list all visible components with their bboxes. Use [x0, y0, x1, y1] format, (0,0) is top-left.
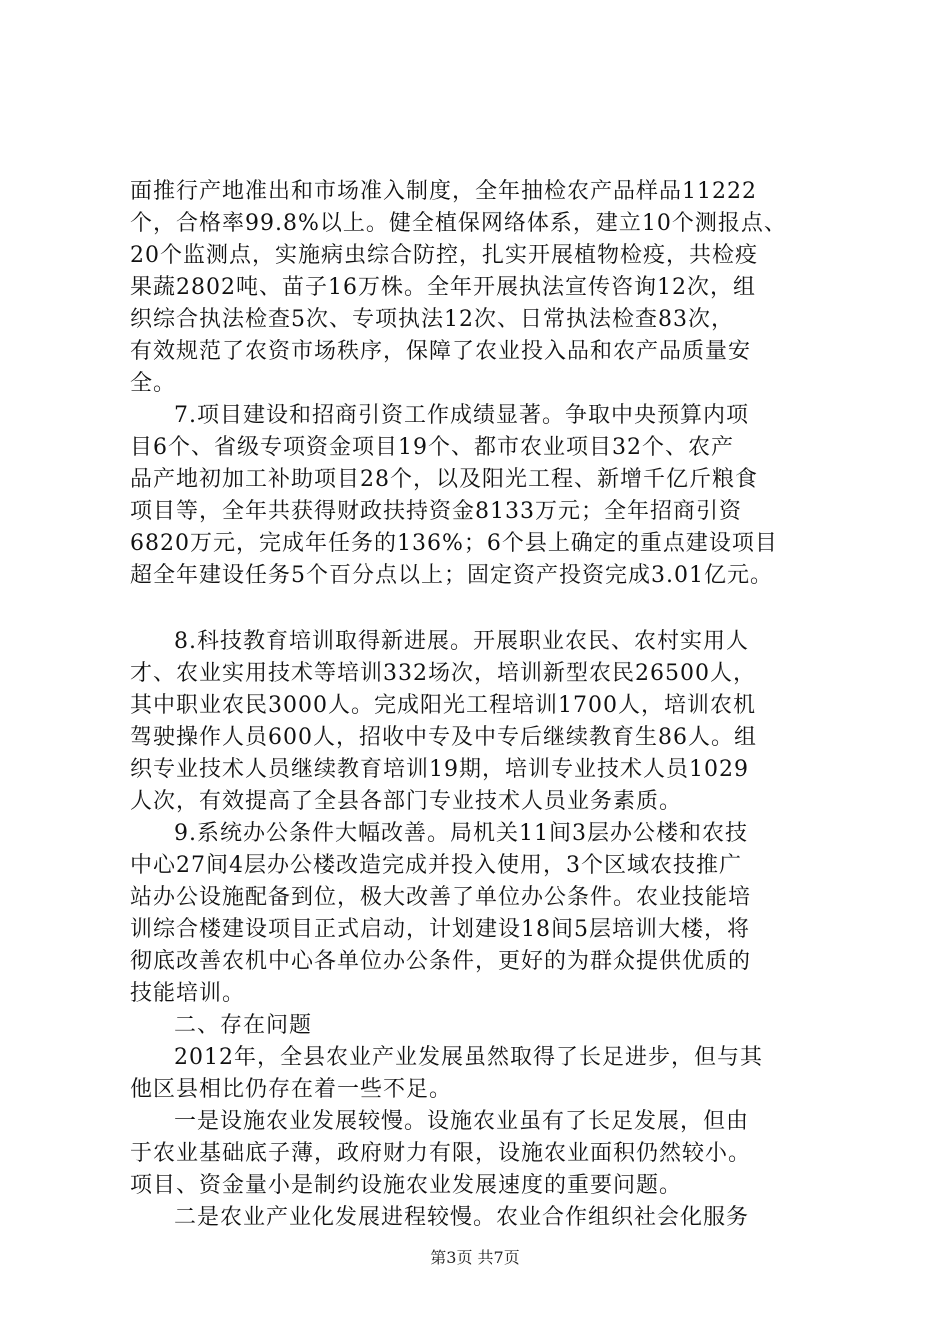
text-line: 有效规范了农资市场秩序，保障了农业投入品和农产品质量安 [130, 339, 752, 364]
text-line: 果蔬2802吨、苗子16万株。全年开展执法宣传咨询12次，组 [130, 275, 756, 300]
paragraph-gap [130, 592, 830, 626]
text-line: 超全年建设任务5个百分点以上；固定资产投资完成3.01亿元。 [130, 563, 773, 588]
text-line: 其中职业农民3000人。完成阳光工程培训1700人，培训农机 [130, 693, 756, 718]
text-line: 彻底改善农机中心各单位办公条件，更好的为群众提供优质的 [130, 949, 752, 974]
paragraph-start-line: 9.系统办公条件大幅改善。局机关11间3层办公楼和农技 [174, 821, 748, 846]
text-line: 项目、资金量小是制约设施农业发展速度的重要问题。 [130, 1173, 683, 1198]
text-line: 6820万元，完成年任务的136%；6个县上确定的重点建设项目 [130, 531, 778, 556]
text-line: 他区县相比仍存在着一些不足。 [130, 1077, 453, 1102]
text-line: 面推行产地准出和市场准入制度，全年抽检农产品样品11222 [130, 179, 757, 204]
text-line: 织专业技术人员继续教育培训19期，培训专业技术人员1029 [130, 757, 749, 782]
text-line: 驾驶操作人员600人，招收中专及中专后继续教育生86人。组 [130, 725, 757, 750]
document-body [130, 176, 830, 1234]
text-line: 站办公设施配备到位，极大改善了单位办公条件。农业技能培 [130, 885, 752, 910]
text-line: 才、农业实用技术等培训332场次，培训新型农民26500人， [130, 661, 756, 686]
paragraph-start-line: 一是设施农业发展较慢。设施农业虽有了长足发展，但由 [174, 1109, 750, 1134]
text-line: 于农业基础底子薄，政府财力有限，设施农业面积仍然较小。 [130, 1141, 752, 1166]
paragraph-start-line: 2012年，全县农业产业发展虽然取得了长足进步，但与其 [174, 1045, 763, 1070]
text-line: 目6个、省级专项资金项目19个、都市农业项目32个、农产 [130, 435, 734, 460]
section-heading: 二、存在问题 [174, 1013, 313, 1038]
text-line: 中心27间4层办公楼改造完成并投入使用，3个区域农技推广 [130, 853, 742, 878]
text-line: 人次，有效提高了全县各部门专业技术人员业务素质。 [130, 789, 683, 814]
paragraph-start-line: 8.科技教育培训取得新进展。开展职业农民、农村实用人 [174, 629, 749, 654]
page-footer: 第3页 共7页 [430, 1248, 520, 1267]
text-line: 技能培训。 [130, 981, 246, 1006]
paragraph-start-line: 二是农业产业化发展进程较慢。农业合作组织社会化服务 [174, 1205, 750, 1230]
text-line: 全。 [130, 371, 177, 396]
text-line: 织综合执法检查5次、专项执法12次、日常执法检查83次， [130, 307, 734, 332]
text-line: 20个监测点，实施病虫综合防控，扎实开展植物检疫，共检疫 [130, 243, 758, 268]
text-line: 品产地初加工补助项目28个，以及阳光工程、新增千亿斤粮食 [130, 467, 758, 492]
text-line: 训综合楼建设项目正式启动，计划建设18间5层培训大楼，将 [130, 917, 750, 942]
paragraph-start-line: 7.项目建设和招商引资工作成绩显著。争取中央预算内项 [174, 403, 749, 428]
text-line: 项目等，全年共获得财政扶持资金8133万元；全年招商引资 [130, 499, 742, 524]
text-line: 个，合格率99.8%以上。健全植保网络体系，建立10个测报点、 [130, 211, 787, 236]
